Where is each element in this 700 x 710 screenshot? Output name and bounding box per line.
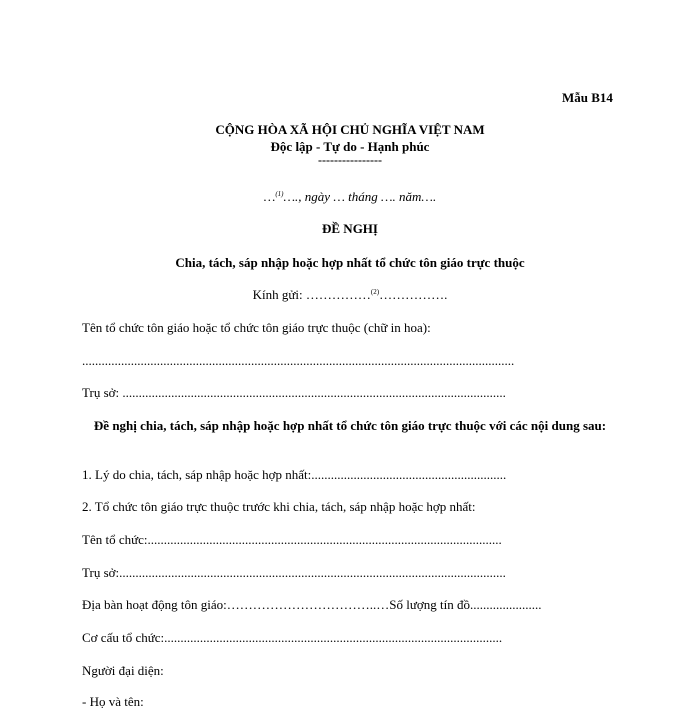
- representative-label: Người đại diện:: [82, 663, 164, 678]
- recipient-suffix: …………….: [379, 287, 448, 302]
- place-footnote-marker: (1): [275, 190, 284, 198]
- org-name-field: Tên tổ chức:.............................................................................................................: [82, 532, 502, 547]
- area-followers-line: [82, 597, 542, 613]
- headquarters-line: Trụ sở: ......................................................................................................................: [82, 385, 506, 400]
- section-heading: Đề nghị chia, tách, sáp nhập hoặc hợp nhất tổ chức tôn giáo trực thuộc với các nội dung sau:: [93, 418, 607, 433]
- org-headquarters-field: Trụ sở:.......................................................................................................................: [82, 565, 506, 580]
- place-prefix: …: [263, 189, 276, 204]
- motto-divider: ----------------: [318, 153, 382, 167]
- country-name: CỘNG HÒA XÃ HỘI CHỦ NGHĨA VIỆT NAM: [215, 122, 485, 137]
- org-name-fill-line: .....................................................................................................................................: [82, 353, 515, 368]
- followers-field: Số lượng tín đồ......................: [389, 597, 542, 612]
- document-title: ĐỀ NGHỊ: [322, 221, 378, 236]
- item-1-reason: 1. Lý do chia, tách, sáp nhập hoặc hợp nhất:............................................................: [82, 467, 507, 482]
- date-text: …., ngày … tháng …. năm….: [283, 189, 437, 204]
- recipient-prefix: Kính gửi: ……………: [252, 287, 371, 302]
- area-field: Địa bàn hoạt động tôn giáo:……………………………..…: [82, 597, 390, 612]
- form-code: Mẫu B14: [562, 90, 613, 105]
- document-subtitle: Chia, tách, sáp nhập hoặc hợp nhất tổ chức tôn giáo trực thuộc: [175, 255, 525, 270]
- representative-name-field: - Họ và tên:: [82, 694, 144, 709]
- place-date-line: [0, 189, 700, 205]
- national-motto: Độc lập - Tự do - Hạnh phúc: [270, 139, 430, 154]
- recipient-footnote-marker: (2): [370, 288, 380, 296]
- item-2-before: 2. Tổ chức tôn giáo trực thuộc trước khi chia, tách, sáp nhập hoặc hợp nhất:: [82, 499, 476, 514]
- recipient-line: [0, 287, 700, 303]
- structure-field: Cơ cấu tổ chức:........................................................................................................: [82, 630, 503, 645]
- org-name-label: Tên tổ chức tôn giáo hoặc tổ chức tôn giáo trực thuộc (chữ in hoa):: [82, 320, 431, 335]
